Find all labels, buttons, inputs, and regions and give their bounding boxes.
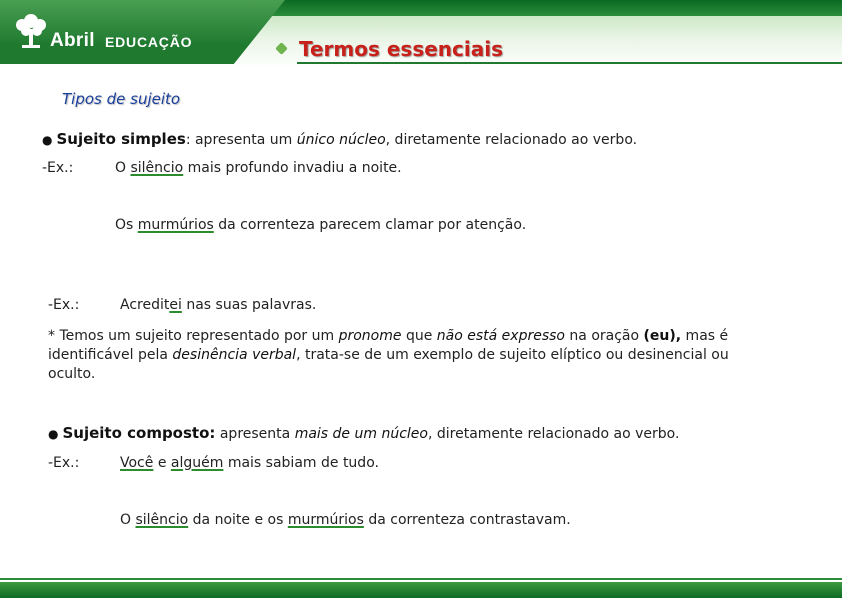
ex-text: Acredit	[120, 297, 170, 313]
ex-text: O	[115, 160, 131, 176]
note-desinencia: desinência verbal	[172, 347, 297, 363]
simples-definition	[42, 130, 637, 148]
bullet-icon: ●	[42, 133, 53, 147]
ex-text: mais sabiam de tudo.	[223, 455, 379, 471]
ex-subject-nucleus: alguém	[170, 455, 224, 471]
note-eu: (eu),	[643, 328, 682, 344]
ex-text: Os	[115, 217, 138, 233]
ex-subject-nucleus: Você	[120, 455, 154, 471]
simples-desc-b: , diretamente relacionado ao verbo.	[385, 132, 638, 148]
ex-subject-nucleus: silêncio	[130, 160, 184, 176]
bullet-icon: ●	[48, 427, 59, 441]
ex-desinence: ei	[169, 297, 182, 313]
composto-example-1	[120, 455, 379, 471]
section-subtitle: Tipos de sujeito	[62, 90, 181, 108]
simples-desc-em: único núcleo	[296, 132, 386, 148]
ex-subject-nucleus: murmúrios	[137, 217, 214, 233]
ex-subject-nucleus: murmúrios	[287, 512, 364, 528]
logo-educacao-text: EDUCAÇÃO	[105, 34, 193, 50]
simples-example-2	[115, 217, 526, 233]
note-text: , trata-se de um exemplo de sujeito elíptico ou desinencial ou oculto.	[48, 347, 729, 382]
ex-text: mais profundo invadiu a noite.	[183, 160, 402, 176]
ex-subject-nucleus: silêncio	[135, 512, 189, 528]
ex-text: da noite e os	[188, 512, 288, 528]
note-text: na oração	[564, 328, 644, 344]
simples-example-1	[115, 160, 402, 176]
note-text: * Temos um sujeito representado por um	[48, 328, 339, 344]
simples-colon: :	[185, 132, 191, 148]
simples-example-3	[120, 297, 316, 313]
footer-bar	[0, 582, 842, 598]
composto-definition	[48, 424, 679, 442]
simples-desc-a: apresenta um	[190, 132, 297, 148]
note-nao-expresso: não está expresso	[436, 328, 565, 344]
composto-example-2	[120, 512, 571, 528]
simples-ex-label-1: -Ex.:	[42, 160, 74, 176]
footer-rule	[0, 578, 842, 580]
tree-logo-icon	[14, 12, 48, 48]
slide-title: Termos essenciais	[299, 37, 504, 61]
oculto-note	[48, 327, 778, 384]
ex-text: O	[120, 512, 136, 528]
composto-term: Sujeito composto:	[62, 424, 216, 442]
note-text: mas é identificável pela	[48, 328, 729, 363]
ex-text: e	[153, 455, 171, 471]
composto-desc-em: mais de um núcleo	[294, 426, 428, 442]
ex-text: nas suas palavras.	[181, 297, 317, 313]
note-text: que	[401, 328, 437, 344]
simples-ex-label-2: -Ex.:	[48, 297, 80, 313]
simples-term: Sujeito simples	[56, 130, 186, 148]
composto-ex-label: -Ex.:	[48, 455, 80, 471]
composto-desc-b: , diretamente relacionado ao verbo.	[427, 426, 680, 442]
ex-text: da correnteza parecem clamar por atenção.	[213, 217, 527, 233]
ex-text: da correnteza contrastavam.	[363, 512, 571, 528]
logo-abril-text: Abril	[50, 30, 95, 51]
title-underline-rule	[297, 62, 842, 64]
note-pronome: pronome	[338, 328, 402, 344]
composto-desc-a: apresenta	[215, 426, 295, 442]
